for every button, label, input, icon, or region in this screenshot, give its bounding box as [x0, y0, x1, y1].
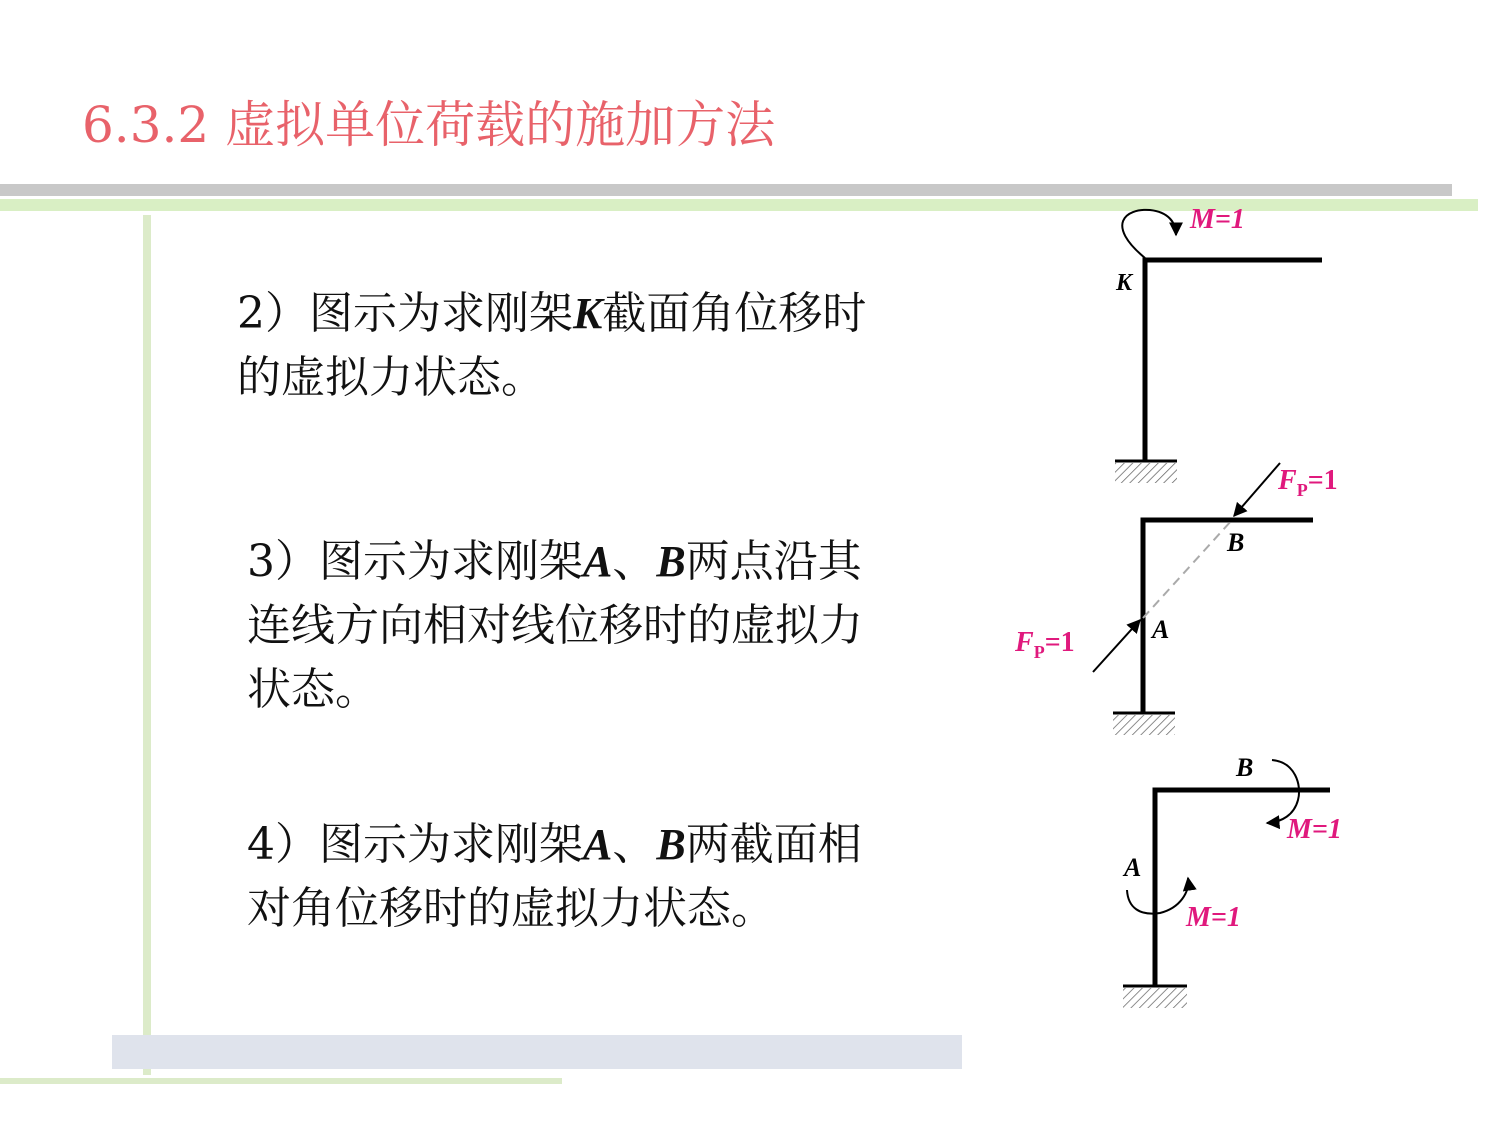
item-4-symbol-a: A	[583, 820, 613, 869]
force-label-a: $F_P=1$	[1015, 627, 1075, 662]
ab-connecting-line	[1143, 520, 1232, 618]
item-3-line-1-post: 两点沿其	[685, 536, 862, 587]
frame-diagram-ab-moment	[1122, 753, 1342, 1008]
item-4-symbol-b: B	[656, 820, 686, 869]
moment-label-b: M=1	[1287, 814, 1342, 845]
fixed-support-hatch-icon	[1113, 715, 1175, 735]
item-3-line-1-pre: 3）图示为求刚架	[247, 536, 583, 587]
item-2-symbol-k: K	[573, 289, 603, 338]
point-a-label: A	[1124, 853, 1142, 882]
point-a-label: A	[1152, 615, 1170, 644]
moment-arrow-icon	[1127, 878, 1188, 914]
frame-member	[1145, 260, 1322, 460]
item-2-line-2: 的虚拟力状态。	[237, 352, 545, 403]
item-3-symbol-b: B	[656, 537, 686, 586]
item-4-line-2: 对角位移时的虚拟力状态。	[247, 883, 775, 934]
item-3-symbol-a: A	[583, 537, 613, 586]
moment-label-a: M=1	[1186, 902, 1241, 933]
item-4-line-1-pre: 4）图示为求刚架	[247, 819, 583, 870]
point-k-label: K	[1116, 270, 1133, 296]
point-b-label: B	[1236, 753, 1254, 782]
fixed-support-hatch-icon	[1123, 988, 1187, 1008]
item-4-separator: 、	[612, 819, 657, 870]
item-3-line-2: 连线方向相对线位移时的虚拟力	[247, 600, 863, 651]
item-2-line-1-pre: 2）图示为求刚架	[237, 288, 573, 339]
item-4-line-1-post: 两截面相	[685, 819, 862, 870]
frame-diagram-k	[1115, 204, 1322, 483]
slide-title: 6.3.2 虚拟单位荷载的施加方法	[82, 96, 776, 154]
item-3-line-3: 状态。	[247, 664, 379, 715]
frame-diagram-ab-force	[1014, 463, 1338, 735]
force-arrow-icon	[1093, 620, 1140, 672]
fixed-support-hatch-icon	[1115, 463, 1177, 483]
moment-arrow-icon	[1122, 210, 1176, 258]
force-arrow-icon	[1234, 463, 1280, 516]
item-3-separator: 、	[612, 536, 657, 587]
point-b-label: B	[1227, 528, 1245, 557]
force-label-b: $F_P=1$	[1278, 465, 1338, 500]
item-2-line-1-post: 截面角位移时	[602, 288, 867, 339]
moment-label: M=1	[1190, 204, 1245, 235]
